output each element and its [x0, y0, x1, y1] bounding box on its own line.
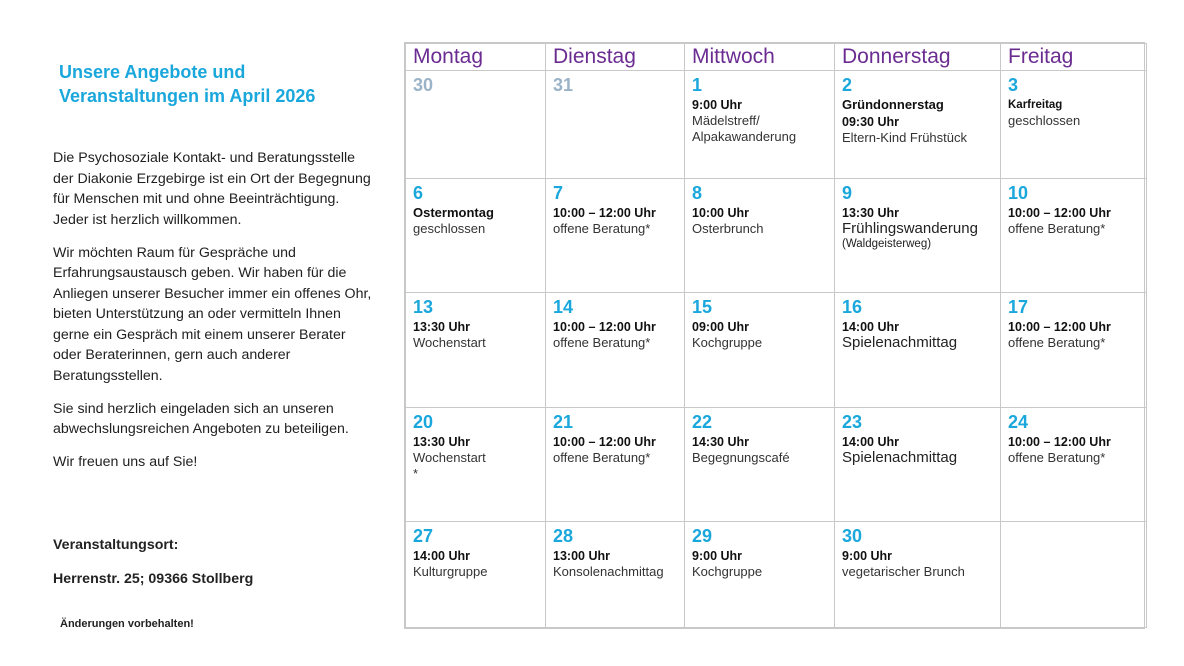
calendar-day-cell	[546, 293, 685, 407]
day-number: 8	[692, 183, 703, 204]
calendar-day-cell	[835, 71, 1001, 179]
day-number: 3	[1008, 75, 1019, 95]
header-mittwoch: Mittwoch	[685, 44, 835, 71]
event-time: 14:00 Uhr	[842, 320, 899, 335]
calendar-day-cell	[685, 179, 835, 293]
calendar-day-cell	[546, 179, 685, 293]
day-number: 17	[1008, 297, 1029, 318]
event-title: offene Beratung*	[553, 449, 651, 465]
day-number: 30	[842, 525, 863, 546]
event-title: Eltern-Kind Frühstück	[842, 130, 967, 145]
event-title: vegetarischer Brunch	[842, 563, 965, 579]
holiday-name: Gründonnerstag	[842, 97, 944, 112]
day-number: 29	[692, 525, 713, 546]
event-title: Begegnungscafé	[692, 449, 790, 465]
calendar-week-row	[406, 71, 1147, 179]
intro-paragraph: Wir möchten Raum für Gespräche und Erfahrungsaustausch geben. Wir haben für die Anliegen unserer Besucher immer ein offenes Ohr, bieten Unterstützung an oder vermitteln Ihnen gerne ein Gespräch mit einem unserer Berater oder Beraterinnen, gern auch anderer Beratungsstellen.	[53, 244, 372, 384]
event-title: Wochenstart	[413, 449, 486, 465]
event-time: 09:30 Uhr	[842, 115, 899, 129]
event-title: offene Beratung*	[553, 221, 651, 237]
disclaimer: Änderungen vorbehalten!	[60, 618, 194, 630]
event-title: geschlossen	[413, 221, 486, 237]
info-panel	[0, 0, 390, 666]
calendar-week-row	[406, 179, 1147, 293]
page-title	[59, 60, 369, 108]
calendar-day-cell	[406, 407, 546, 521]
calendar-day-cell	[546, 71, 685, 179]
calendar-header-row	[406, 44, 1147, 71]
event-title: Mädelstreff/	[692, 113, 760, 128]
calendar-day-cell	[546, 521, 685, 627]
event-title-continued: *	[413, 465, 419, 481]
event-time: 14:00 Uhr	[413, 548, 470, 563]
title-line-1: Unsere Angebote und	[59, 62, 246, 82]
calendar-week-row	[406, 293, 1147, 407]
event-time: 10:00 – 12:00 Uhr	[1008, 206, 1111, 221]
calendar-day-cell	[406, 179, 546, 293]
calendar-day-cell	[1001, 521, 1147, 627]
calendar-day-cell	[406, 71, 546, 179]
event-title: offene Beratung*	[553, 335, 651, 351]
event-time: 13:30 Uhr	[413, 320, 470, 335]
day-number: 20	[413, 411, 434, 432]
intro-paragraph: Wir freuen uns auf Sie!	[53, 454, 198, 470]
event-title: Kochgruppe	[692, 563, 763, 579]
header-donnerstag: Donnerstag	[835, 44, 1001, 71]
event-time: 10:00 – 12:00 Uhr	[553, 434, 656, 449]
day-number: 30	[413, 75, 434, 95]
calendar-day-cell	[1001, 71, 1147, 179]
holiday-name: Karfreitag	[1008, 99, 1063, 111]
event-title: Osterbrunch	[692, 221, 764, 237]
calendar-day-cell	[546, 407, 685, 521]
intro-paragraph: Sie sind herzlich eingeladen sich an unseren abwechslungsreichen Angeboten zu beteiligen.	[53, 400, 349, 437]
day-number: 15	[692, 297, 713, 318]
calendar-table	[405, 43, 1147, 628]
event-time: 13:30 Uhr	[842, 206, 899, 221]
event-time: 13:30 Uhr	[413, 434, 470, 449]
calendar-week-row	[406, 407, 1147, 521]
calendar-day-cell	[1001, 179, 1147, 293]
location-address: Herrenstr. 25; 09366 Stollberg	[53, 571, 254, 587]
day-number: 10	[1008, 183, 1029, 204]
event-time: 14:30 Uhr	[692, 434, 749, 449]
day-number: 1	[692, 75, 703, 95]
event-time: 09:00 Uhr	[692, 320, 749, 335]
calendar-day-cell	[835, 293, 1001, 407]
event-time: 10:00 – 12:00 Uhr	[1008, 320, 1111, 335]
day-number: 14	[553, 297, 574, 318]
event-time: 10:00 – 12:00 Uhr	[1008, 434, 1111, 449]
event-note: (Waldgeisterweg)	[842, 238, 932, 251]
day-number: 7	[553, 183, 564, 204]
event-time: 10:00 – 12:00 Uhr	[553, 320, 656, 335]
event-title: Frühlingswanderung	[842, 220, 978, 238]
event-title: offene Beratung*	[1008, 221, 1106, 237]
calendar-body	[406, 71, 1147, 628]
event-time: 9:00 Uhr	[692, 548, 743, 563]
event-title: Spielenachmittag	[842, 448, 958, 466]
calendar-day-cell	[406, 521, 546, 627]
calendar-day-cell	[1001, 293, 1147, 407]
day-number: 23	[842, 411, 863, 432]
calendar	[404, 42, 1145, 629]
day-number: 27	[413, 525, 434, 546]
event-title: geschlossen	[1008, 113, 1081, 128]
day-number: 28	[553, 525, 574, 546]
day-number: 21	[553, 411, 574, 432]
day-number: 16	[842, 297, 863, 318]
day-number: 2	[842, 75, 853, 95]
event-title: Spielenachmittag	[842, 334, 958, 352]
event-title: Kochgruppe	[692, 335, 763, 351]
calendar-day-cell	[685, 407, 835, 521]
event-time: 14:00 Uhr	[842, 434, 899, 449]
event-title: Kulturgruppe	[413, 563, 488, 579]
event-title: offene Beratung*	[1008, 335, 1106, 351]
calendar-day-cell	[685, 293, 835, 407]
event-time: 10:00 – 12:00 Uhr	[553, 206, 656, 221]
event-title: offene Beratung*	[1008, 449, 1106, 465]
holiday-name: Ostermontag	[413, 205, 494, 221]
calendar-day-cell	[1001, 407, 1147, 521]
calendar-day-cell	[835, 179, 1001, 293]
calendar-day-cell	[835, 407, 1001, 521]
day-number: 24	[1008, 411, 1029, 432]
intro-text	[53, 148, 373, 485]
header-dienstag: Dienstag	[546, 44, 685, 71]
calendar-day-cell	[685, 71, 835, 179]
calendar-day-cell	[835, 521, 1001, 627]
event-time: 13:00 Uhr	[553, 548, 610, 563]
calendar-day-cell	[406, 293, 546, 407]
event-title-continued: Alpakawanderung	[692, 129, 797, 144]
title-line-2: Veranstaltungen im April 2026	[59, 86, 316, 106]
event-time: 9:00 Uhr	[842, 548, 893, 563]
calendar-week-row	[406, 521, 1147, 627]
day-number: 31	[553, 75, 574, 95]
calendar-day-cell	[685, 521, 835, 627]
event-title: Konsolenachmittag	[553, 563, 664, 579]
header-montag: Montag	[406, 44, 546, 71]
header-freitag: Freitag	[1001, 44, 1147, 71]
day-number: 6	[413, 183, 424, 204]
location-label: Veranstaltungsort:	[53, 537, 179, 553]
event-time: 9:00 Uhr	[692, 98, 743, 112]
event-title: Wochenstart	[413, 335, 486, 351]
day-number: 22	[692, 411, 713, 432]
event-time: 10:00 Uhr	[692, 206, 749, 221]
day-number: 13	[413, 297, 434, 318]
day-number: 9	[842, 183, 853, 204]
intro-paragraph: Die Psychosoziale Kontakt- und Beratungsstelle der Diakonie Erzgebirge ist ein Ort der Begegnung für Menschen mit und ohne Beeinträchtigung. Jeder ist herzlich willkommen.	[53, 150, 371, 228]
